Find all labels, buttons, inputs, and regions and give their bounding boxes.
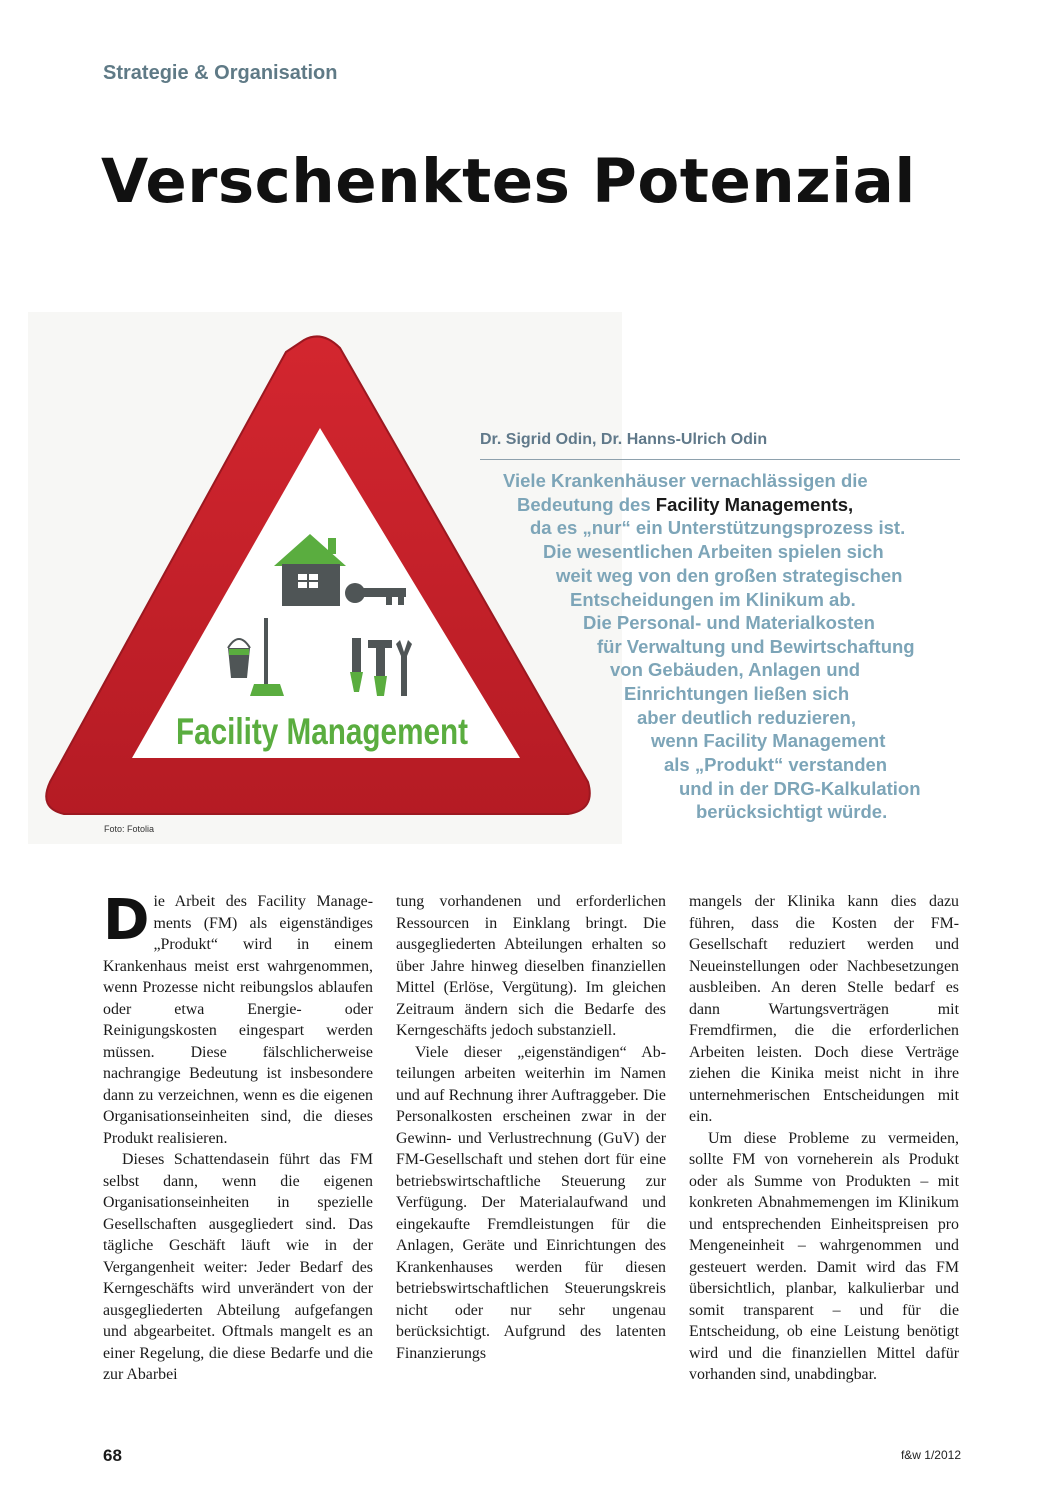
body-paragraph: mangels der Klinika kann dies dazu führen, dass die Kosten der FM-Gesellschaft reduziert werden und Neueinstellungen oder Nachbesetzungen ausbleiben. An deren Stelle bedarf es dann Wartungsverträgen mit Fremdfirmen, die die erforderlichen Arbeiten leisten. Doch diese Verträge ziehen die Kinika meist nicht in ihre unternehmerischen Entscheidungen mit ein. — [689, 893, 959, 1125]
article-title: Verschenktes Potenzial — [101, 146, 916, 217]
lead-line: Die wesentlichen Arbeiten spielen sich — [543, 541, 884, 562]
lead-line: Die Personal- und Materialkosten — [583, 612, 875, 633]
body-paragraph — [103, 888, 373, 1149]
lead-line: als „Produkt“ verstanden — [664, 754, 888, 775]
body-paragraph: tung vorhandenen und erforderlichen Ressourcen in Einklang bringt. Die ausgegliederten Abteilungen erhalten so über Jahre hinweg dieselben finanziellen Mittel (Erlöse, Vergütung). Im gleichen Zeitraum ändern sich die Bedarfe des Kerngeschäfts jedoch substanziell. — [396, 893, 666, 1039]
lead-line: für Verwaltung und Bewirtschaftung — [597, 636, 915, 657]
warning-sign-illustration — [28, 312, 622, 844]
lead-line-part: Bedeutung des — [517, 494, 656, 515]
body-paragraph: Viele dieser „eigenständigen“ Abteilungen arbeiten weiterhin im Namen und auf Rechnung ihrer Auftraggeber. Die Personalkosten erscheinen zwar in der Gewinn- und Verlustrechnung (GuV) der FM-Gesellschaft und stehen dort für eine betriebswirtschaftliche Steuerung zur Verfügung. Der Materialaufwand und eingekaufte Fremdleistungen für die Anlagen, Geräte und Einrichtungen des Krankenhauses werden für diesen betriebswirtschaftlichen Steuerungskreis nicht oder nur sehr ungenau berücksichtigt. Aufgrund des latenten Finanzierungs — [396, 1043, 666, 1362]
photo-credit: Foto: Fotolia — [104, 824, 155, 834]
lead-line: und in der DRG-Kalkulation — [679, 778, 921, 799]
article-photo — [28, 312, 622, 844]
lead-line — [517, 494, 853, 516]
lead-line: aber deutlich reduzieren, — [637, 707, 856, 728]
lead-line: da es „nur“ ein Unterstützungsprozess ist. — [530, 517, 906, 538]
lead-line: von Gebäuden, Anlagen und — [610, 659, 861, 680]
lead-highlight: Facility Managements, — [655, 494, 854, 515]
lead-line: wenn Facility Management — [651, 730, 886, 751]
page-number: 68 — [103, 1446, 122, 1465]
body-column-1 — [103, 888, 373, 1386]
authors: Dr. Sigrid Odin, Dr. Hanns-Ulrich Odin — [480, 431, 768, 448]
section-label: Strategie & Organisation — [103, 62, 338, 84]
lead-line: Entscheidungen im Klinikum ab. — [570, 589, 856, 610]
body-column-3 — [689, 891, 959, 1386]
drop-cap: D — [103, 888, 150, 953]
body-paragraph: Dieses Schattendasein führt das FM selbst dann, wenn die eigenen Organisationseinheiten in spezielle Gesellschaften ausgegliedert sind. Das tägliche Geschäft läuft wie in der Vergangenheit weiter: Jeder Bedarf des Kerngeschäfts wird unverändert von der ausgegliederten Abteilung aufgefangen und abgearbeitet. Oftmals mangelt es an einer Regelung, die diese Bedarfe und die zur Abarbei — [103, 1151, 373, 1383]
body-column-2 — [396, 891, 666, 1364]
body-paragraph: Um diese Probleme zu vermeiden, sollte FM von vorneherein als Produkt oder als Summe von Produkten – mit konkreten Abnahmemengen im Klinikum und entsprechenden Einheitspreisen pro Mengeneinheit – wahrgenommen und gesteuert werden. Damit wird das FM übersichtlich, planbar, kalkulierbar und somit transparent – und für die Entscheidung, ob eine Leistung benötigt wird und die finanziellen Mittel dafür vorhanden sind, unabdingbar. — [689, 1129, 959, 1383]
lead-line: weit weg von den großen strategischen — [556, 565, 903, 586]
lead-line: Einrichtungen ließen sich — [624, 683, 850, 704]
sign-label: Facility Management — [176, 711, 468, 752]
lead-line: Viele Krankenhäuser vernachlässigen die — [503, 470, 868, 491]
issue-label: f&w 1/2012 — [900, 1448, 961, 1462]
lead-line: berücksichtigt würde. — [696, 801, 888, 822]
paragraph-text: ie Arbeit des Facility Managements (FM) als eigenständiges „Produkt“ wird in einem Krankenhaus meist erst wahrgenommen, wenn Prozesse nicht reibungslos ablaufen oder etwa Energie- oder Reinigungskosten eingespart werden müssen. Diese fälschlicherweise nachrangige Bedeutung ist insbesondere dann zu verzeichnen, wenn es die eigenen Organisationseinheiten sind, die dieses Produkt realisieren. — [103, 893, 373, 1147]
author-divider — [480, 459, 960, 460]
